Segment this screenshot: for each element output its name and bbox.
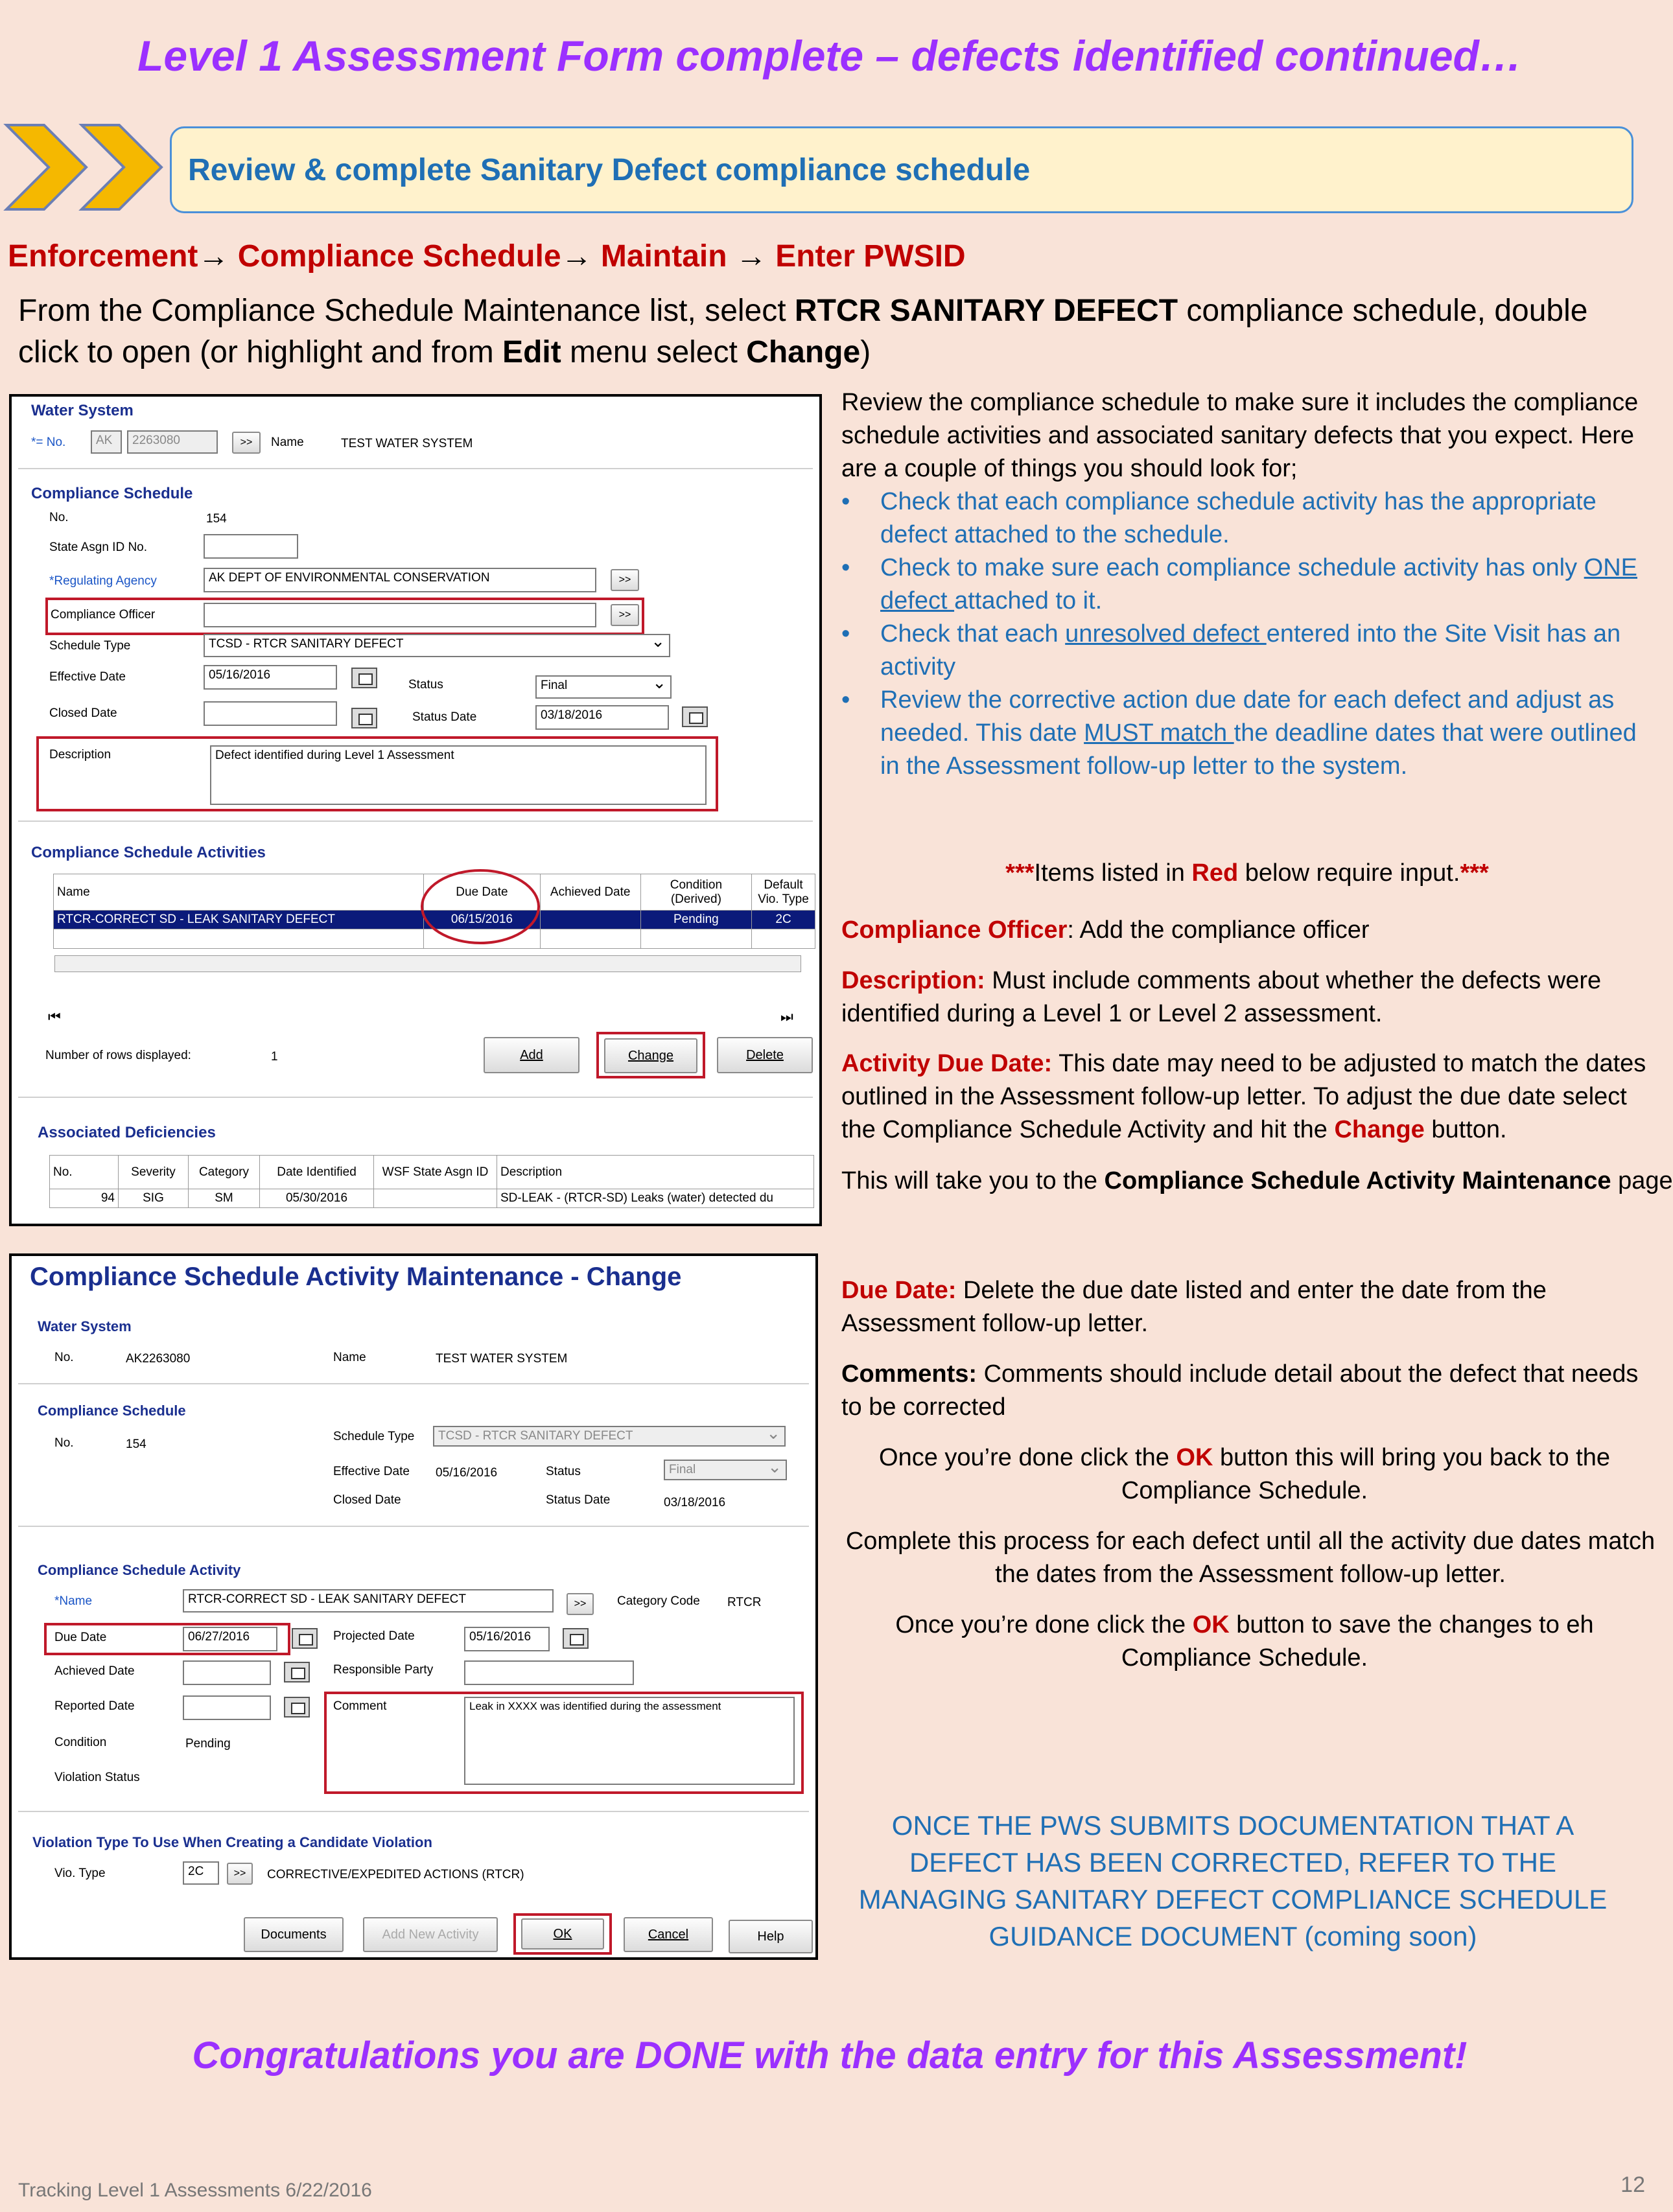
col-condition: Condition (Derived) bbox=[640, 874, 751, 911]
ok-note-2: Once you’re done click the OK button to save the changes to eh Compliance Schedule. bbox=[895, 1611, 1594, 1671]
projected-date-calendar-icon[interactable] bbox=[563, 1628, 589, 1649]
nav-compliance-schedule: Compliance Schedule bbox=[237, 239, 561, 274]
status-date-label: Status Date bbox=[546, 1493, 611, 1507]
activity-heading: Compliance Schedule Activity bbox=[38, 1562, 241, 1578]
description-label: Description bbox=[49, 748, 111, 762]
deficiencies-table: No. Severity Category Date Identified WSF State Asgn ID Description 94 SIG SM 05/30/2016 SD-LEAK - (RTCR-SD) Leaks (water) detected du bbox=[49, 1155, 814, 1208]
achieved-date-calendar-icon[interactable] bbox=[284, 1662, 310, 1682]
delete-button[interactable]: Delete bbox=[717, 1037, 813, 1073]
state-field[interactable]: AK bbox=[91, 430, 122, 454]
required-input-note: ***Items listed in Red below require input.*** bbox=[1005, 859, 1489, 887]
cancel-button[interactable]: Cancel bbox=[624, 1917, 713, 1952]
closed-date-label: Closed Date bbox=[333, 1493, 401, 1507]
projected-date-label: Projected Date bbox=[333, 1629, 415, 1643]
schedule-type-label: Schedule Type bbox=[333, 1430, 415, 1443]
next-page-note: This will take you to the Compliance Schedule Activity Maintenance page bbox=[841, 1167, 1673, 1194]
vio-type-label: Vio. Type bbox=[54, 1867, 106, 1880]
change-button[interactable]: Change bbox=[604, 1038, 697, 1073]
water-system-name: TEST WATER SYSTEM bbox=[341, 437, 473, 450]
deficiencies-heading: Associated Deficiencies bbox=[38, 1124, 216, 1141]
status-select[interactable]: Final ⌄ bbox=[535, 675, 672, 699]
effective-date-label: Effective Date bbox=[49, 670, 126, 684]
reported-date-label: Reported Date bbox=[54, 1699, 135, 1713]
water-system-heading: Water System bbox=[38, 1318, 132, 1334]
schedule-no-value: 154 bbox=[206, 512, 227, 526]
due-date-field[interactable]: 06/27/2016 bbox=[183, 1627, 277, 1651]
schedule-type-select[interactable]: TCSD - RTCR SANITARY DEFECT ⌄ bbox=[433, 1426, 786, 1447]
status-date-calendar-icon[interactable] bbox=[682, 706, 708, 727]
nav-enforcement: Enforcement bbox=[8, 239, 198, 274]
last-page-icon[interactable]: ⏭ bbox=[780, 1008, 793, 1025]
nav-maintain: Maintain bbox=[600, 239, 727, 274]
schedule-type-select[interactable]: TCSD - RTCR SANITARY DEFECT ⌄ bbox=[204, 634, 670, 657]
comments-note: Comments: Comments should include detail about the defect that needs to be corrected bbox=[841, 1360, 1639, 1421]
name-label: Name bbox=[333, 1351, 366, 1364]
intro-instructions: From the Compliance Schedule Maintenance list, select RTCR SANITARY DEFECT compliance schedule, double click to open (or highlight and from Edit menu select Change) bbox=[18, 294, 1588, 369]
due-date-circle bbox=[419, 867, 542, 946]
list-item: • Check that each unresolved defect entered into the Site Visit has an activity bbox=[841, 618, 1653, 684]
navigation-path: Enforcement→ Compliance Schedule→ Maintain → Enter PWSID bbox=[8, 239, 966, 274]
rows-displayed-value: 1 bbox=[271, 1050, 278, 1064]
closed-date-label: Closed Date bbox=[49, 706, 117, 720]
due-date-label: Due Date bbox=[54, 1631, 107, 1644]
activity-maintenance-title: Compliance Schedule Activity Maintenance - Change bbox=[30, 1263, 682, 1291]
nav-enter-pwsid: Enter PWSID bbox=[775, 239, 966, 274]
state-asgn-field[interactable] bbox=[204, 534, 298, 559]
compliance-officer-label: Compliance Officer bbox=[51, 608, 156, 622]
due-date-calendar-icon[interactable] bbox=[292, 1628, 318, 1649]
category-code-value: RTCR bbox=[727, 1596, 762, 1609]
name-label: Name bbox=[271, 436, 304, 449]
status-date-field[interactable]: 03/18/2016 bbox=[535, 705, 669, 730]
status-date-label: Status Date bbox=[412, 710, 477, 724]
activity-due-date-note: Activity Due Date: This date may need to be adjusted to match the dates outlined in the Assessment follow-up letter. To adjust the due date select the Compliance Schedule Activity and hit the Change button. bbox=[841, 1050, 1646, 1143]
effective-date-field[interactable]: 05/16/2016 bbox=[204, 665, 337, 690]
condition-value: Pending bbox=[185, 1737, 231, 1751]
condition-label: Condition bbox=[54, 1736, 107, 1749]
category-code-label: Category Code bbox=[617, 1594, 700, 1608]
agency-lookup-button[interactable]: >> bbox=[611, 569, 639, 591]
comment-field[interactable]: Leak in XXXX was identified during the assessment bbox=[464, 1697, 795, 1785]
status-label: Status bbox=[408, 678, 443, 692]
violation-status-label: Violation Status bbox=[54, 1771, 140, 1784]
col-due-date: Due Date bbox=[424, 874, 541, 911]
description-field[interactable]: Defect identified during Level 1 Assessment bbox=[210, 745, 707, 805]
complete-process-note: Complete this process for each defect until all the activity due dates match the dates from the Assessment follow-up letter. bbox=[845, 1528, 1655, 1588]
ok-button[interactable]: OK bbox=[521, 1918, 604, 1950]
documentation-callout: ONCE THE PWS SUBMITS DOCUMENTATION THAT A DEFECT HAS BEEN CORRECTED, REFER TO THE MANAGING SANITARY DEFECT COMPLIANCE SCHEDULE GUIDANCE DOCUMENT (coming soon) bbox=[858, 1810, 1608, 1951]
list-item: • Check to make sure each compliance schedule activity has only ONE defect attached to it. bbox=[841, 552, 1653, 618]
reported-date-calendar-icon[interactable] bbox=[284, 1697, 310, 1717]
help-button[interactable]: Help bbox=[729, 1920, 813, 1953]
rows-displayed-label: Number of rows displayed: bbox=[45, 1049, 191, 1062]
responsible-party-field[interactable] bbox=[464, 1660, 634, 1685]
table-row[interactable]: RTCR-CORRECT SD - LEAK SANITARY DEFECT 06/15/2016 Pending 2C bbox=[54, 911, 815, 929]
vio-type-lookup-button[interactable]: >> bbox=[227, 1863, 253, 1885]
compliance-schedule-screenshot bbox=[9, 394, 822, 1226]
list-item: • Review the corrective action due date for each defect and adjust as needed. This date MUST match the deadline dates that were outlined in the Assessment follow-up letter to the system. bbox=[841, 684, 1653, 783]
status-label: Status bbox=[546, 1465, 581, 1478]
page-title: Level 1 Assessment Form complete – defects identified continued… bbox=[137, 32, 1522, 80]
documents-button[interactable]: Documents bbox=[244, 1917, 344, 1952]
closed-date-field[interactable] bbox=[204, 701, 337, 726]
activity-name-label: *Name bbox=[54, 1594, 93, 1608]
schedule-no-label: No. bbox=[49, 511, 69, 524]
chevron-arrows-icon bbox=[5, 119, 167, 216]
description-note: Description: Must include comments about whether the defects were identified during a Level 1 or Level 2 assessment. bbox=[841, 967, 1602, 1027]
compliance-officer-field[interactable] bbox=[204, 603, 596, 627]
activity-name-field[interactable]: RTCR-CORRECT SD - LEAK SANITARY DEFECT bbox=[183, 1589, 554, 1612]
responsible-party-label: Responsible Party bbox=[333, 1663, 434, 1677]
due-date-note: Due Date: Delete the due date listed and enter the date from the Assessment follow-up letter. bbox=[841, 1277, 1547, 1337]
pwsid-label: *= No. bbox=[31, 436, 66, 449]
activities-heading: Compliance Schedule Activities bbox=[31, 844, 266, 861]
comment-label: Comment bbox=[333, 1699, 387, 1713]
pwsid-field[interactable]: 2263080 bbox=[127, 430, 218, 454]
vio-type-field[interactable]: 2C bbox=[183, 1861, 219, 1885]
compliance-schedule-heading: Compliance Schedule bbox=[31, 485, 193, 502]
closed-date-calendar-icon[interactable] bbox=[351, 708, 377, 728]
officer-lookup-button[interactable]: >> bbox=[611, 604, 639, 626]
compliance-schedule-heading: Compliance Schedule bbox=[38, 1403, 186, 1419]
add-button[interactable]: Add bbox=[484, 1037, 579, 1073]
schedule-no-value: 154 bbox=[126, 1438, 146, 1451]
table-row[interactable]: 94 SIG SM 05/30/2016 SD-LEAK - (RTCR-SD) Leaks (water) detected du bbox=[50, 1189, 814, 1208]
congratulations-message: Congratulations you are DONE with the data entry for this Assessment! bbox=[192, 2034, 1468, 2077]
col-name: Name bbox=[54, 874, 424, 911]
effective-date-value: 05/16/2016 bbox=[436, 1466, 498, 1480]
effective-date-label: Effective Date bbox=[333, 1465, 410, 1478]
water-system-heading: Water System bbox=[31, 402, 134, 419]
status-select[interactable]: Final ⌄ bbox=[664, 1460, 787, 1480]
projected-date-field[interactable]: 05/16/2016 bbox=[464, 1627, 550, 1651]
review-instructions: Review the compliance schedule to make sure it includes the compliance schedule activities and associated sanitary defects that you expect. Here are a couple of things you should look for; • Check that each compliance schedule activity has the appropriate defect attached to the schedule. • Check to make sure each compliance schedule activity has only ONE defect attached to it. • Check that each unresolved defect entered into the Site Visit has an activity • Review the corrective action due date for each defect and adjust as needed. This date MUST match the deadline dates that were outlined in the Assessment follow-up letter to the system. bbox=[841, 386, 1653, 783]
add-new-activity-button[interactable]: Add New Activity bbox=[363, 1917, 498, 1952]
activity-lookup-button[interactable]: >> bbox=[567, 1593, 594, 1615]
compliance-officer-note: Compliance Officer: Add the compliance officer bbox=[841, 916, 1370, 944]
page-number: 12 bbox=[1620, 2172, 1645, 2197]
achieved-date-field[interactable] bbox=[183, 1660, 271, 1685]
horizontal-scrollbar[interactable] bbox=[54, 955, 801, 972]
footer-text: Tracking Level 1 Assessments 6/22/2016 bbox=[18, 2180, 372, 2201]
effective-date-calendar-icon[interactable] bbox=[351, 668, 377, 688]
violation-type-heading: Violation Type To Use When Creating a Candidate Violation bbox=[32, 1834, 432, 1850]
first-page-icon[interactable]: ⏮ bbox=[48, 1008, 61, 1025]
ok-note-1: Once you’re done click the OK button this will bring you back to the Compliance Schedule. bbox=[879, 1444, 1610, 1504]
pwsid-value: AK2263080 bbox=[126, 1352, 191, 1366]
water-system-name: TEST WATER SYSTEM bbox=[436, 1352, 568, 1366]
regulating-agency-label: *Regulating Agency bbox=[49, 574, 157, 588]
list-item: • Check that each compliance schedule activity has the appropriate defect attached to the schedule. bbox=[841, 485, 1653, 552]
schedule-no-label: No. bbox=[54, 1436, 74, 1450]
col-achieved-date: Achieved Date bbox=[540, 874, 640, 911]
vio-type-description: CORRECTIVE/EXPEDITED ACTIONS (RTCR) bbox=[267, 1868, 524, 1881]
reported-date-field[interactable] bbox=[183, 1695, 271, 1720]
col-vio-type: Default Vio. Type bbox=[752, 874, 815, 911]
regulating-agency-field[interactable]: AK DEPT OF ENVIRONMENTAL CONSERVATION bbox=[204, 568, 596, 592]
section-banner: Review & complete Sanitary Defect compliance schedule bbox=[170, 126, 1633, 213]
state-asgn-label: State Asgn ID No. bbox=[49, 541, 148, 554]
status-date-value: 03/18/2016 bbox=[664, 1496, 726, 1509]
achieved-date-label: Achieved Date bbox=[54, 1664, 135, 1678]
lookup-button[interactable]: >> bbox=[232, 432, 261, 454]
activity-maintenance-screenshot bbox=[9, 1253, 818, 1960]
no-label: No. bbox=[54, 1351, 74, 1364]
schedule-type-label: Schedule Type bbox=[49, 639, 131, 653]
